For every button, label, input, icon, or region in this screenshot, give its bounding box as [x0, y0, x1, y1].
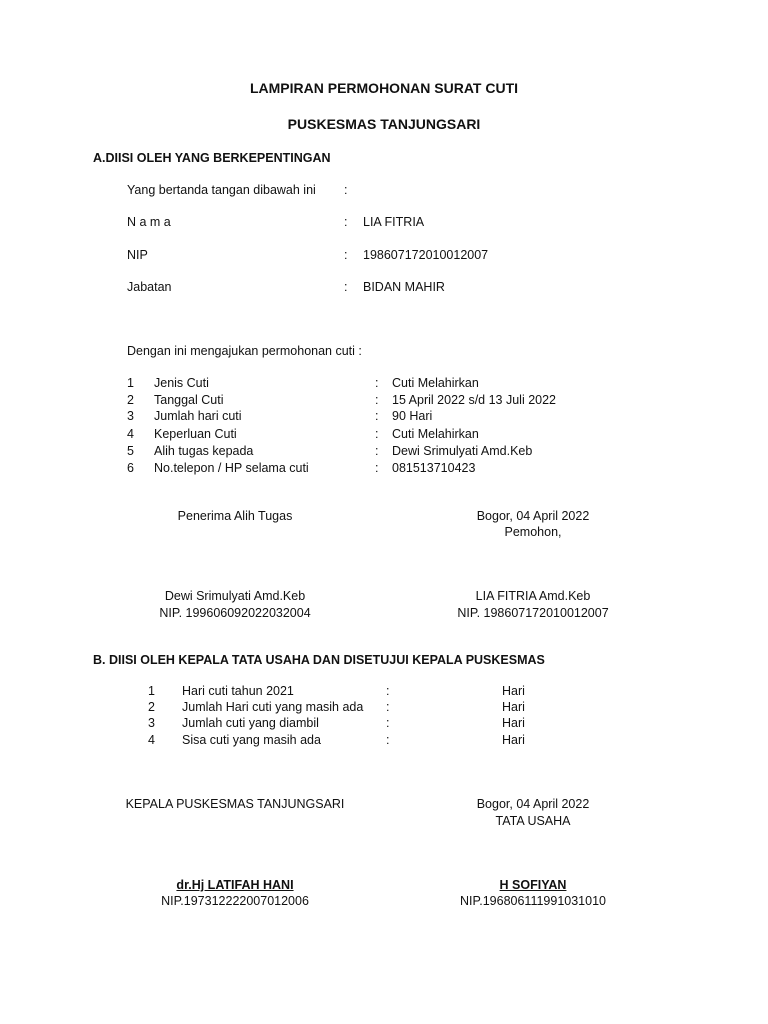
item-value: Cuti Melahirkan [392, 427, 479, 441]
leave-row-number: 2 [148, 700, 155, 714]
intro-label: Yang bertanda tangan dibawah ini [127, 183, 316, 197]
leave-row-colon: : [386, 733, 390, 747]
item-colon: : [375, 393, 379, 407]
sign-a-right-place-date: Bogor, 04 April 2022 [476, 509, 590, 523]
field-label-nama: N a m a [127, 215, 171, 229]
field-value-nama: LIA FITRIA [363, 215, 425, 229]
sign-b-left-role: KEPALA PUSKESMAS TANJUNGSARI [125, 797, 345, 811]
item-number: 4 [127, 427, 134, 441]
sign-b-right-place-date: Bogor, 04 April 2022 [476, 797, 590, 811]
leave-row-label: Jumlah cuti yang diambil [182, 716, 319, 730]
field-label-nip: NIP [127, 248, 148, 262]
sign-b-right-name: H SOFIYAN [499, 878, 567, 892]
sign-b-right-nip: NIP.196806111991031010 [460, 894, 606, 908]
item-number: 1 [127, 376, 134, 390]
sign-a-right-nip: NIP. 198607172010012007 [457, 606, 609, 620]
document-subtitle: PUSKESMAS TANJUNGSARI [287, 116, 481, 132]
leave-row-unit: Hari [502, 716, 525, 730]
sign-b-left-name: dr.Hj LATIFAH HANI [176, 878, 294, 892]
leave-row-unit: Hari [502, 700, 525, 714]
leave-row-label: Sisa cuti yang masih ada [182, 733, 321, 747]
leave-row-colon: : [386, 700, 390, 714]
item-number: 2 [127, 393, 134, 407]
item-value: Cuti Melahirkan [392, 376, 479, 390]
section-b-heading: B. DIISI OLEH KEPALA TATA USAHA DAN DISETUJUI KEPALA PUSKESMAS [93, 653, 545, 667]
intro-colon: : [344, 183, 348, 197]
request-text: Dengan ini mengajukan permohonan cuti : [127, 344, 362, 358]
sign-b-right-role: TATA USAHA [495, 814, 571, 828]
sign-a-left-role: Penerima Alih Tugas [177, 509, 293, 523]
leave-row-colon: : [386, 684, 390, 698]
field-label-jabatan: Jabatan [127, 280, 172, 294]
item-label: Jumlah hari cuti [154, 409, 242, 423]
field-colon: : [344, 248, 348, 262]
sign-b-left-nip: NIP.197312222007012006 [161, 894, 309, 908]
item-label: Tanggal Cuti [154, 393, 224, 407]
item-colon: : [375, 444, 379, 458]
item-value: 081513710423 [392, 461, 476, 475]
leave-row-label: Jumlah Hari cuti yang masih ada [182, 700, 364, 714]
leave-row-colon: : [386, 716, 390, 730]
sign-a-right-name: LIA FITRIA Amd.Keb [475, 589, 591, 603]
item-value: 15 April 2022 s/d 13 Juli 2022 [392, 393, 557, 407]
field-colon: : [344, 280, 348, 294]
item-label: Keperluan Cuti [154, 427, 237, 441]
item-label: Alih tugas kepada [154, 444, 254, 458]
item-colon: : [375, 409, 379, 423]
item-number: 6 [127, 461, 134, 475]
field-value-nip: 198607172010012007 [363, 248, 489, 262]
leave-row-number: 3 [148, 716, 155, 730]
item-colon: : [375, 376, 379, 390]
sign-a-left-nip: NIP. 199606092022032004 [159, 606, 311, 620]
item-value: Dewi Srimulyati Amd.Keb [392, 444, 533, 458]
leave-row-number: 4 [148, 733, 155, 747]
item-number: 3 [127, 409, 134, 423]
item-number: 5 [127, 444, 134, 458]
item-colon: : [375, 427, 379, 441]
item-colon: : [375, 461, 379, 475]
item-label: Jenis Cuti [154, 376, 209, 390]
item-value: 90 Hari [392, 409, 433, 423]
sign-a-right-role: Pemohon, [504, 525, 562, 539]
field-colon: : [344, 215, 348, 229]
field-value-jabatan: BIDAN MAHIR [363, 280, 445, 294]
document-title: LAMPIRAN PERMOHONAN SURAT CUTI [249, 80, 519, 96]
leave-row-unit: Hari [502, 733, 525, 747]
leave-row-number: 1 [148, 684, 155, 698]
item-label: No.telepon / HP selama cuti [154, 461, 309, 475]
sign-a-left-name: Dewi Srimulyati Amd.Keb [164, 589, 306, 603]
leave-row-unit: Hari [502, 684, 525, 698]
section-a-heading: A.DIISI OLEH YANG BERKEPENTINGAN [93, 151, 331, 165]
leave-row-label: Hari cuti tahun 2021 [182, 684, 294, 698]
